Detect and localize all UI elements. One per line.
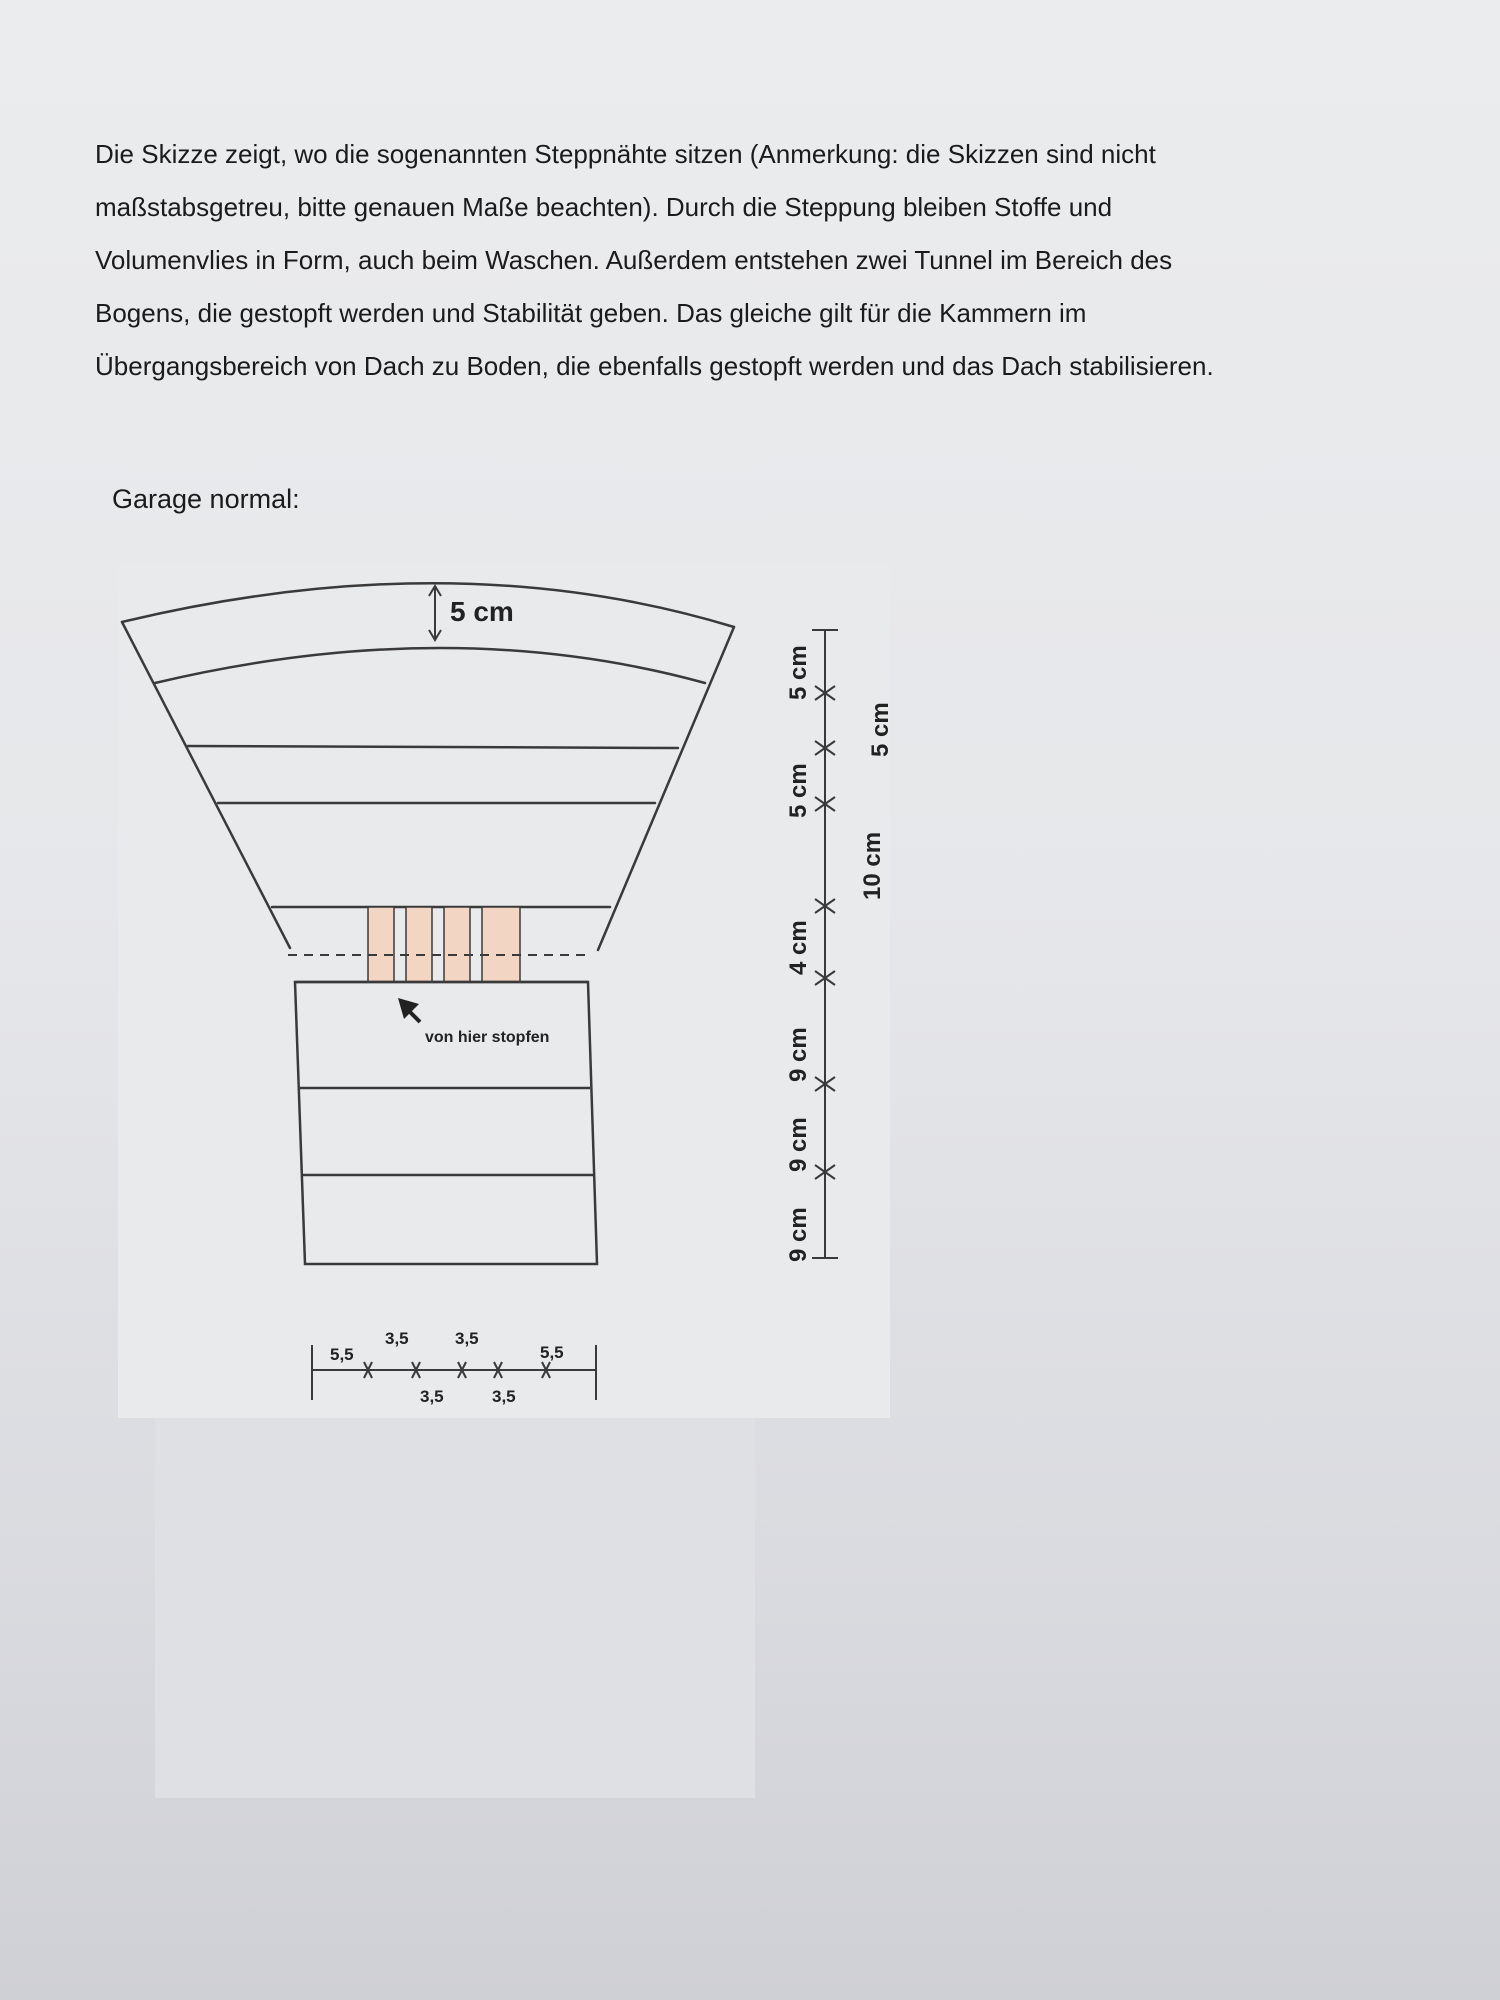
dim-label-5cm-right: 5 cm xyxy=(867,702,894,757)
roof-right-edge xyxy=(598,627,734,950)
bottom-dim-left: 5,5 xyxy=(330,1345,354,1364)
chamber xyxy=(482,907,520,982)
arrow-icon xyxy=(398,998,420,1022)
chamber xyxy=(368,907,394,982)
dim-label-5cm-b: 5 cm xyxy=(785,645,812,700)
vertical-dimension xyxy=(812,630,838,1258)
stuff-note: von hier stopfen xyxy=(425,1029,550,1046)
roof-seam xyxy=(188,746,678,748)
dim-label-9cm-bottom: 9 cm xyxy=(785,1207,812,1262)
top-dimension-label: 5 cm xyxy=(450,596,514,627)
base-outline xyxy=(295,982,597,1264)
section-title: Garage normal: xyxy=(112,484,300,514)
bottom-dim-lower-a: 3,5 xyxy=(420,1387,444,1406)
bottom-dim-upper-a: 3,5 xyxy=(385,1329,409,1348)
intro-line: Übergangsbereich von Dach zu Boden, die ebenfalls gestopft werden und das Dach stabilisieren. xyxy=(95,351,1214,381)
intro-line: maßstabsgetreu, bitte genauen Maße beachten). Durch die Steppung bleiben Stoffe und xyxy=(95,192,1113,222)
intro-line: Volumenvlies in Form, auch beim Waschen. Außerdem entstehen zwei Tunnel im Bereich des xyxy=(95,245,1173,275)
bottom-dim-right: 5,5 xyxy=(540,1343,564,1362)
dim-label-4cm: 4 cm xyxy=(785,920,812,975)
dim-label-9cm-middle: 9 cm xyxy=(785,1117,812,1172)
chamber xyxy=(406,907,432,982)
chamber xyxy=(444,907,470,982)
dim-label-5cm-a: 5 cm xyxy=(785,763,812,818)
roof-second-arc xyxy=(155,648,705,683)
bottom-dim-upper-b: 3,5 xyxy=(455,1329,479,1348)
dim-label-10cm: 10 cm xyxy=(859,831,886,900)
bottom-dim-lower-b: 3,5 xyxy=(492,1387,516,1406)
intro-line: Bogens, die gestopft werden und Stabilität geben. Das gleiche gilt für die Kammern im xyxy=(95,298,1087,328)
intro-line: Die Skizze zeigt, wo die sogenannten Steppnähte sitzen (Anmerkung: die Skizzen sind nicht xyxy=(95,139,1156,169)
roof-top-arc xyxy=(122,583,734,627)
stuffing-chambers xyxy=(368,907,520,982)
dim-label-9cm-top: 9 cm xyxy=(785,1027,812,1082)
